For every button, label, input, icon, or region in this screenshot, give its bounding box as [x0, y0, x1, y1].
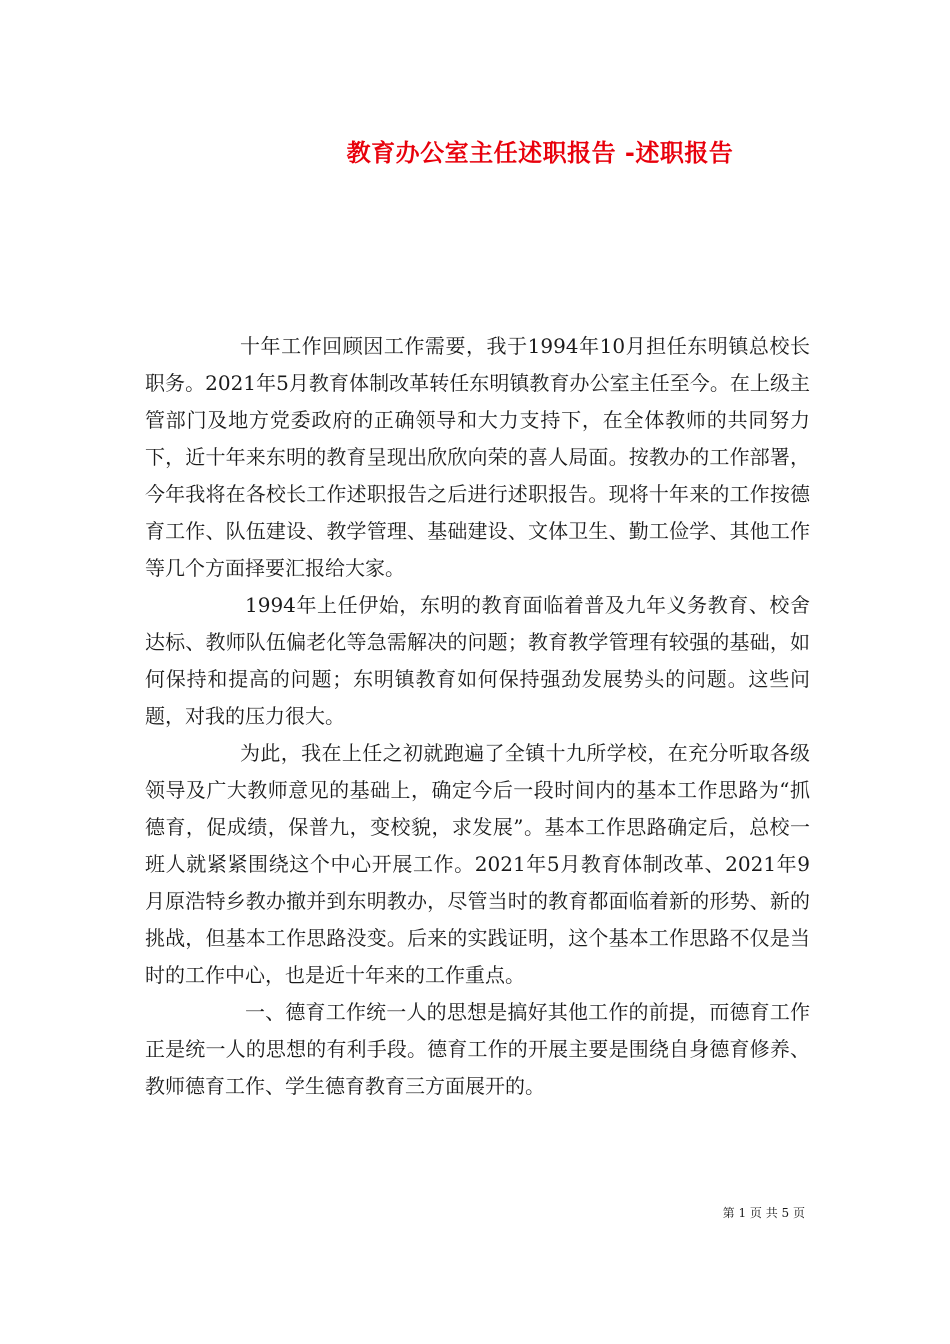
- paragraph-3: 为此，我在上任之初就跑遍了全镇十九所学校，在充分听取各级领导及广大教师意见的基础上，确定今后一段时间内的基本工作思路为“抓德育，促成绩，保普九，变校貌，求发展”。基本工作思路确定后，总校一班人就紧紧围绕这个中心开展工作。2021年5月教育体制改革、2021年9月原浩特乡教办撤并到东明教办，尽管当时的教育都面临着新的形势、新的挑战，但基本工作思路没变。后来的实践证明，这个基本工作思路不仅是当时的工作中心，也是近十年来的工作重点。: [145, 741, 810, 987]
- paragraph-1: 十年工作回顾因工作需要，我于1994年10月担任东明镇总校长职务。2021年5月教育体制改革转任东明镇教育办公室主任至今。在上级主管部门及地方党委政府的正确领导和大力支持下，在全体教师的共同努力下，近十年来东明的教育呈现出欣欣向荣的喜人局面。按教办的工作部署，今年我将在各校长工作述职报告之后进行述职报告。现将十年来的工作按德育工作、队伍建设、教学管理、基础建设、文体卫生、勤工俭学、其他工作等几个方面择要汇报给大家。: [145, 334, 810, 580]
- paragraph-2: 1994年上任伊始，东明的教育面临着普及九年义务教育、校舍达标、教师队伍偏老化等急需解决的问题；教育教学管理有较强的基础，如何保持和提高的问题；东明镇教育如何保持强劲发展势头的问题。这些问题，对我的压力很大。: [145, 593, 810, 728]
- document-body: [145, 328, 810, 1105]
- page-footer: 第 1 页 共 5 页: [722, 1206, 805, 1220]
- document-title: 教育办公室主任述职报告 -述职报告: [346, 139, 734, 167]
- paragraph-4: 一、德育工作统一人的思想是搞好其他工作的前提，而德育工作正是统一人的思想的有利手段。德育工作的开展主要是围绕自身德育修养、教师德育工作、学生德育教育三方面展开的。: [145, 1000, 810, 1098]
